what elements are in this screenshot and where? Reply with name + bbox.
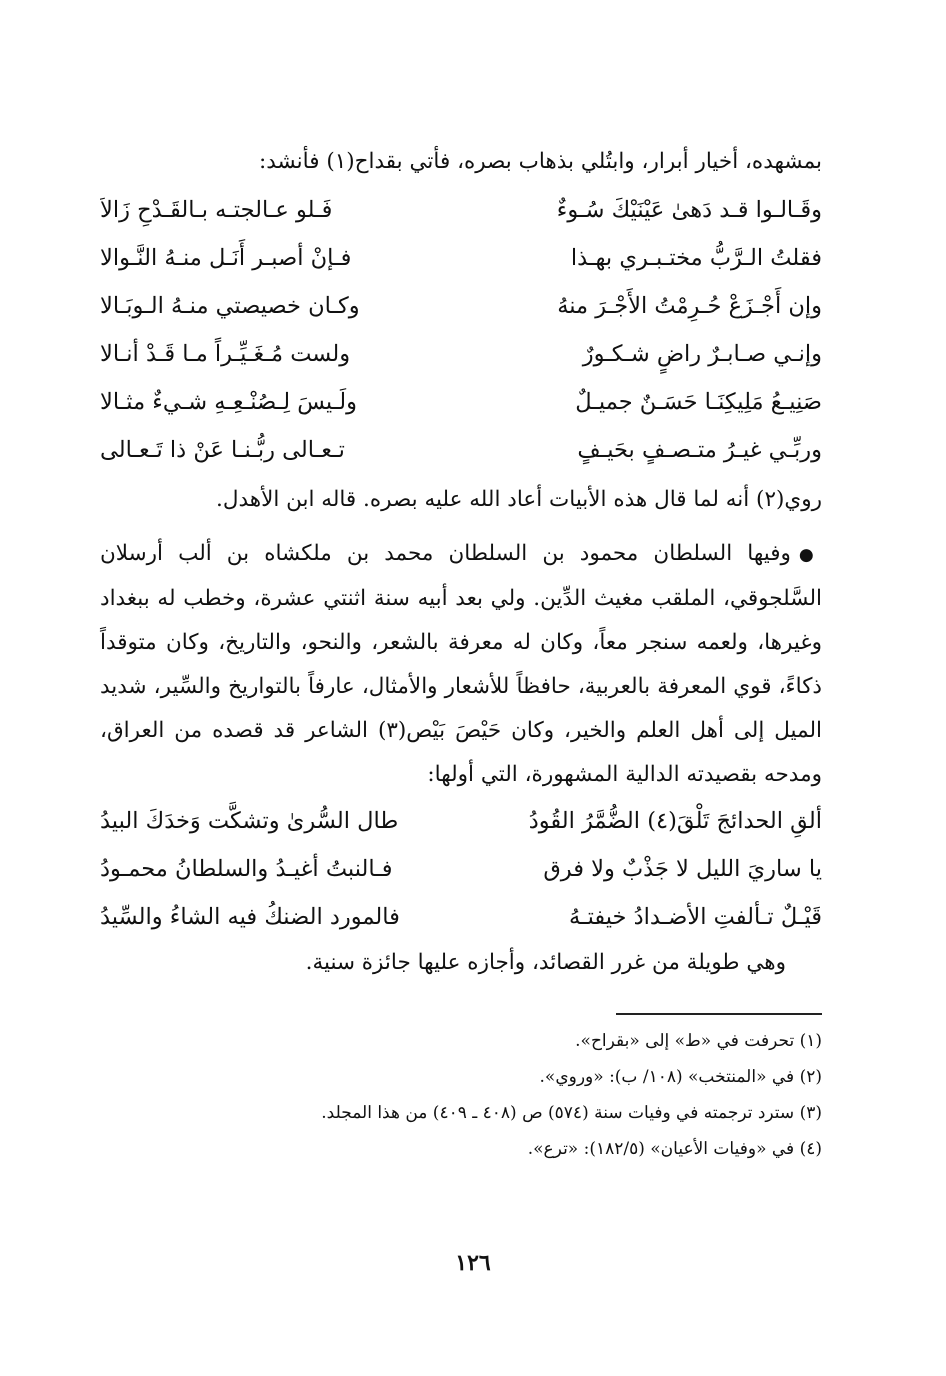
poem-first (100, 186, 822, 474)
verse-hemistich-right: فقلتُ الـرَّبُّ مختـبـري بهـذا (570, 245, 822, 271)
verse-hemistich-left: وكـان خصيصتي منـهُ الـوبَـالا (100, 293, 360, 319)
page-number: ١٢٦ (455, 1250, 491, 1276)
verse-hemistich-right: صَنِيـعُ مَلِيكِنَـا حَسَـنٌ جميـلٌ (575, 389, 822, 415)
verse-hemistich-right: وإن أَجْـزَعْ حُـرِمْتُ الأَجْـرَ منهُ (557, 293, 822, 319)
verse (100, 378, 822, 426)
page-body (100, 140, 822, 1167)
verse-hemistich-right: قَيْـلٌ تـألفتِ الأضـدادُ خيفتـهُ (568, 904, 822, 930)
verse-hemistich-left: طال السُّرىٰ وتشكَّت وَخدَكَ البيدُ (100, 808, 399, 834)
verse-hemistich-left: فـإنْ أصبـر أَنَـل منـهُ النَّـوالا (100, 245, 352, 271)
poem-note: روي(٢) أنه لما قال هذه الأبيات أعاد الله عليه بصره. قاله ابن الأهدل. (216, 487, 822, 512)
verse-hemistich-left: ولست مُـغَـيِّـراً مـا قَـدْ أنـالا (100, 341, 351, 367)
verse (100, 282, 822, 330)
verse (100, 426, 822, 474)
verse-hemistich-right: وإنـي صـابـرٌ راضٍ شـكـورٌ (582, 341, 822, 367)
verse-hemistich-left: فـالنبتُ أغيـدُ والسلطانُ محمـودُ (100, 856, 393, 882)
verse-hemistich-right: ألقِ الحدائجَ تَلْقَ(٤) الضُّمَّرُ القُودُ (528, 808, 822, 834)
verse-hemistich-left: تـعـالى ربُّـنـا عَنْ ذا تَـعـالى (100, 437, 345, 463)
verse (100, 330, 822, 378)
footnote: (٢) في «المنتخب» (١٠٨/ ب): «وروي». (539, 1067, 822, 1087)
verse (100, 186, 822, 234)
verse (100, 893, 822, 941)
verse (100, 797, 822, 845)
footnote: (١) تحرفت في «ط» إلى «بقراح». (575, 1031, 822, 1051)
verse-hemistich-left: فَـلو عـالجتـه بـالقَـدْحِ زَالاَ (100, 197, 333, 223)
verse-hemistich-left: فالمورد الضنكُ فيه الشاءُ والسِّيدُ (100, 904, 400, 930)
verse-hemistich-left: ولَـيسَ لِـصُنْـعِـهِ شـيءٌ مثـالا (100, 389, 357, 415)
verse-hemistich-right: يا ساريَ الليل لا جَذْبٌ ولا فرق (543, 856, 822, 882)
footnote: (٤) في «وفيات الأعيان» (١٨٢/٥): «ترع». (527, 1139, 822, 1159)
footnote: (٣) سترد ترجمته في وفيات سنة (٥٧٤) ص (٤٠٨ ـ ٤٠٩) من هذا المجلد. (321, 1103, 822, 1123)
verse-hemistich-right: وربِّـي غيـرُ متـصـفٍ بحَيـفٍ (577, 437, 822, 463)
intro-line: بمشهده، أخيار أبرار، وابتُلي بذهاب بصره، فأتي بقداح(١) فأنشد: (258, 149, 822, 174)
biography-paragraph: ● وفيها السلطان محمود بن السلطان محمد بن ملكشاه بن ألب أرسلان السَّلجوقي، الملقب مغيث الدِّين. ولي بعد أبيه سنة اثنتي عشرة، وخطب له ببغداد وغيرها، ولعمه سنجر معاً، وكان له معرفة بالشعر، والنحو، والتاريخ، وكان متوقداً ذكاءً، قوي المعرفة بالعربية، حافظاً للأشعار والأمثال، عارفاً بالتواريخ والسِّير، شديد الميل إلى أهل العلم والخير، وكان حَيْصَ بَيْص(٣) الشاعر قد قصده من العراق، ومدحه بقصيدته الدالية المشهورة، التي أولها: (100, 532, 822, 797)
verse (100, 845, 822, 893)
footnote-divider (616, 1013, 822, 1015)
verse (100, 234, 822, 282)
poem-second (100, 797, 822, 941)
verse-hemistich-right: وقَـالـوا قـد دَهىٰ عَيْنَيْكَ سُـوءٌ (556, 197, 822, 223)
closing-line: وهي طويلة من غرر القصائد، وأجازه عليها جائزة سنية. (305, 950, 786, 975)
